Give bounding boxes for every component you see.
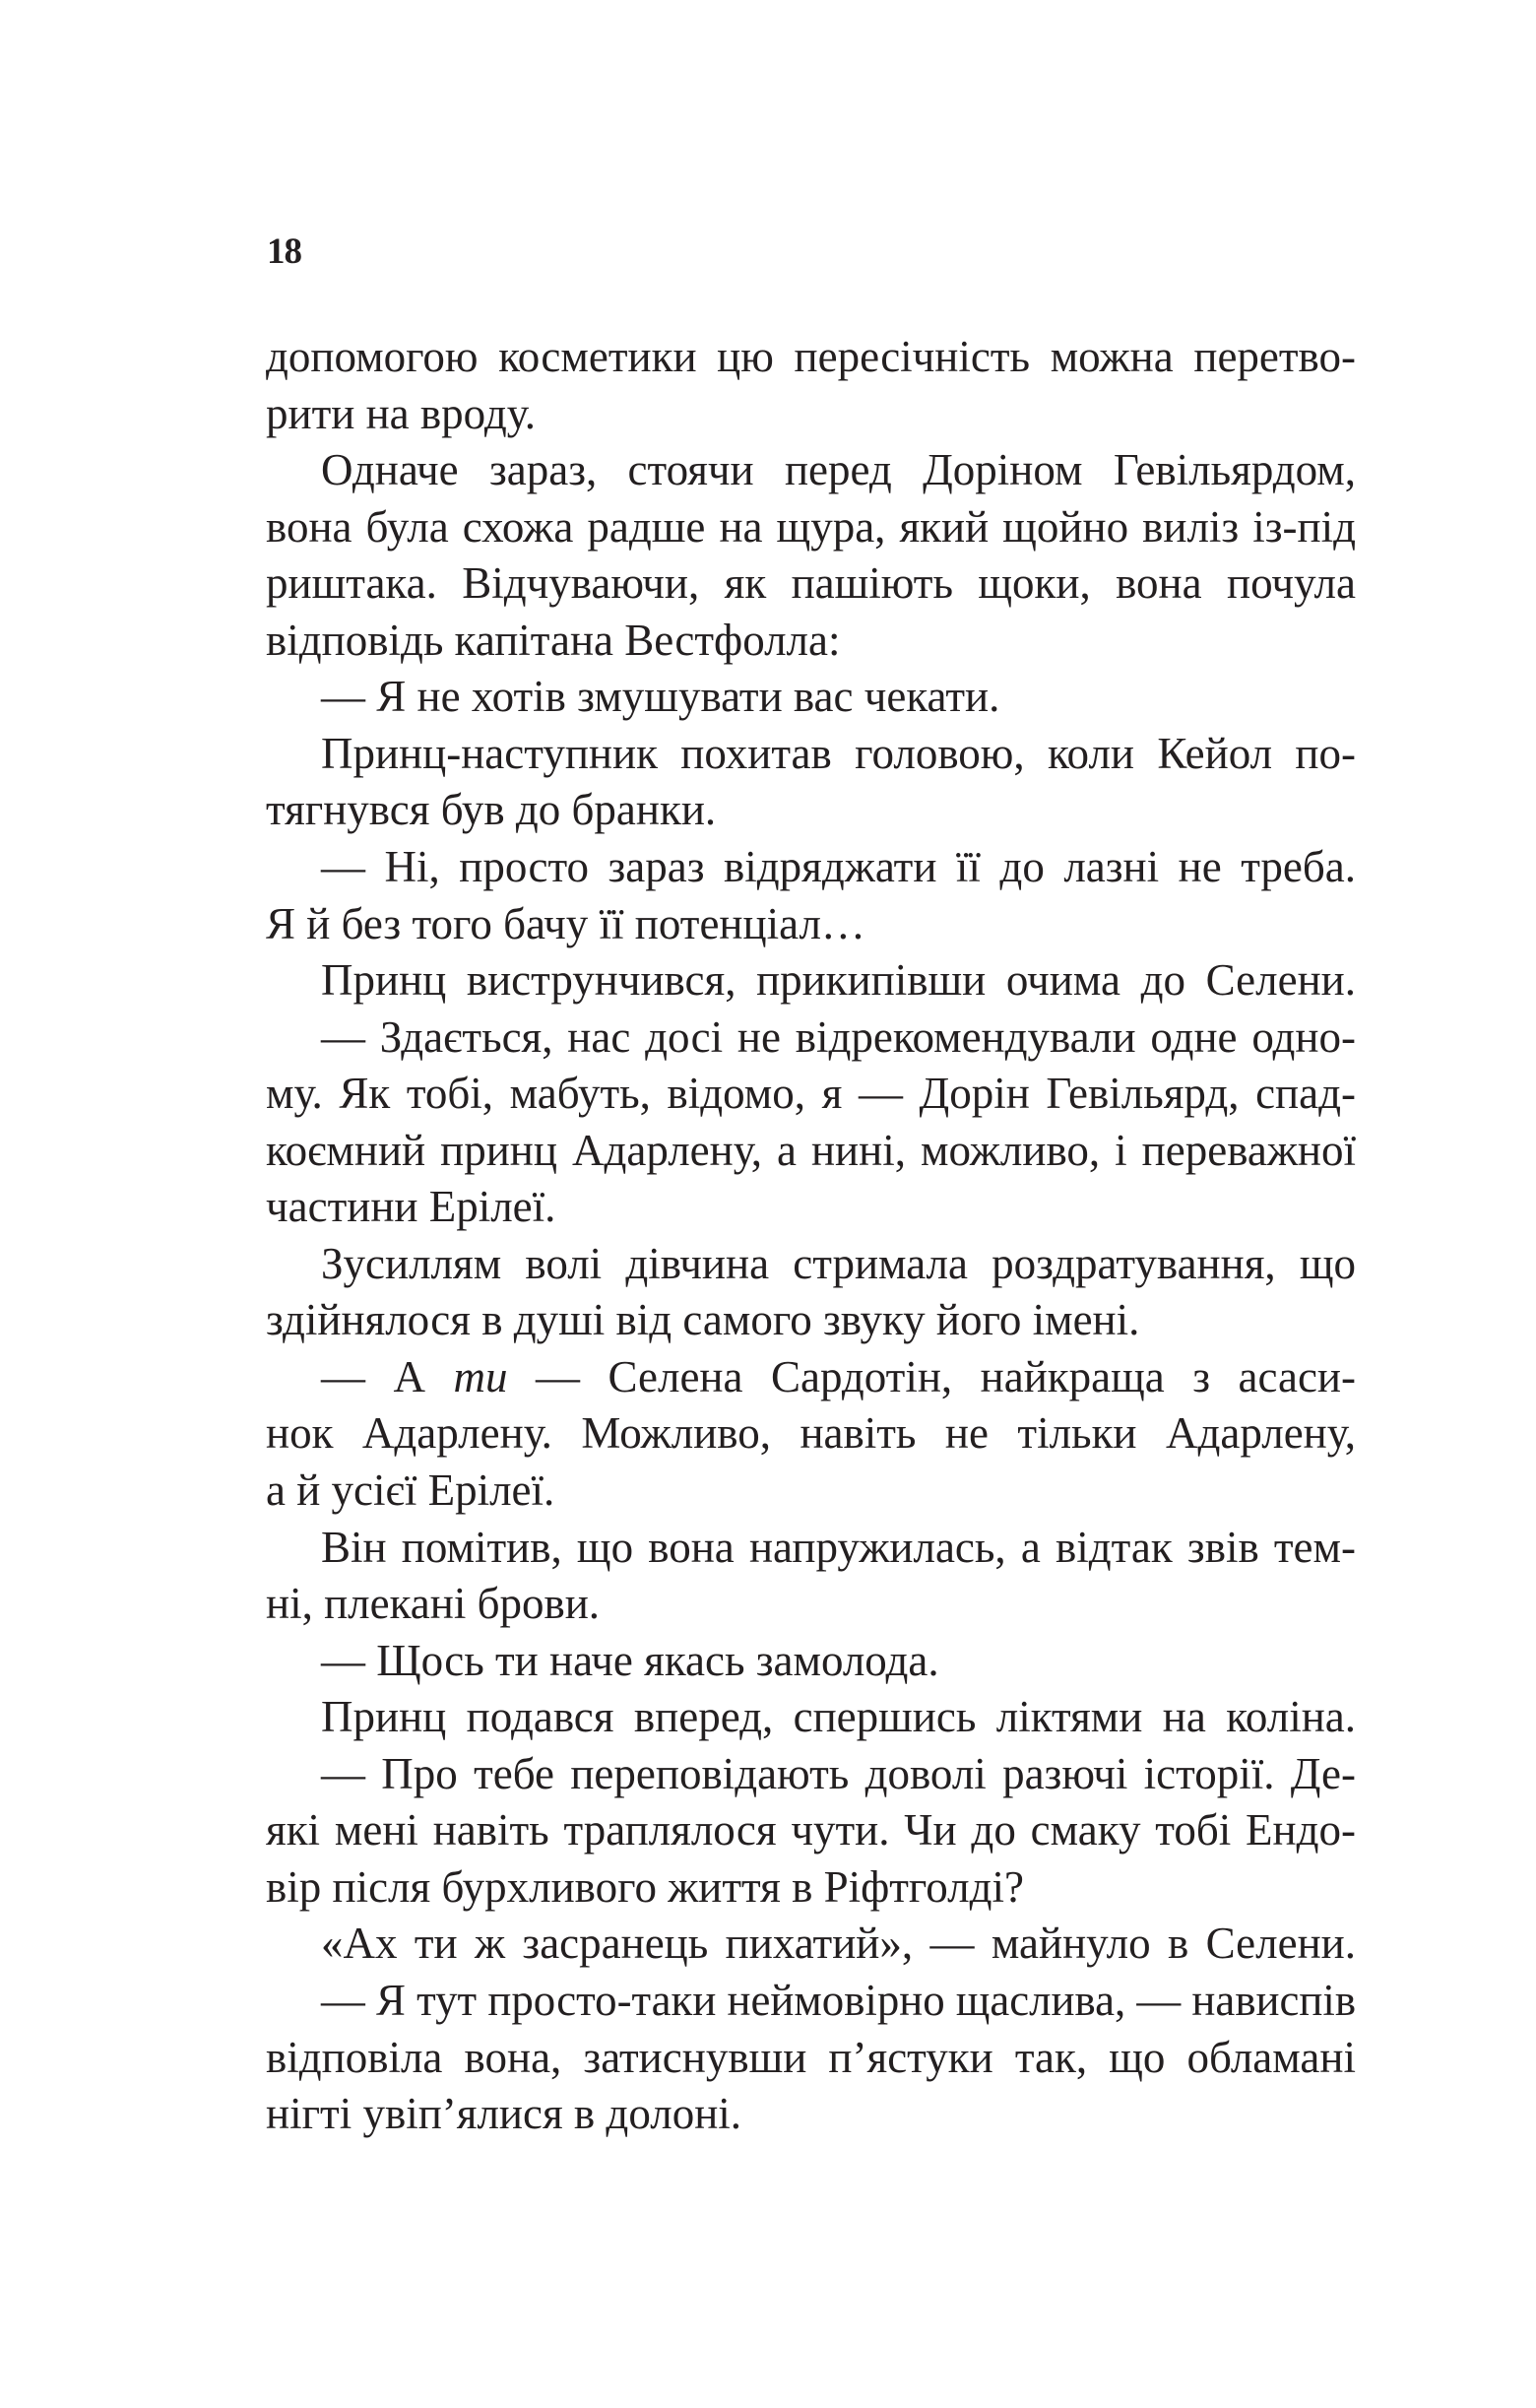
text-segment: які мені навіть траплялося чути. Чи до смаку тобі Ендо- [266,1805,1356,1855]
text-line-content [321,668,999,725]
text-segment: — Я не хотів змушувати вас чекати. [321,672,1000,722]
text-line-content [266,895,865,952]
text-line-content [266,2085,741,2142]
text-segment: вона була схожа радше на щура, який щойно виліз із-під [266,501,1356,552]
text-line-content [321,1009,1356,1066]
text-line-content [266,2029,1356,2086]
text-line [266,1178,1356,1235]
text-segment: — Селена Сардотін, найкраща з асаси- [507,1351,1357,1401]
text-segment: рити на вроду. [266,388,536,438]
page-number: 18 [267,231,301,272]
text-segment: — Ні, просто зараз відряджати її до лазні не треба. [321,841,1356,891]
text-segment: — Щось ти наче якась замолода. [321,1635,939,1685]
text-line [266,1122,1356,1179]
text-line-content [266,1065,1356,1122]
text-line [266,385,1356,442]
text-segment: Принц подався вперед, спершись ліктями на коліна. [321,1692,1356,1742]
text-segment: — Я тут просто-таки неймовірно щаслива, — нависпів [321,1975,1356,2025]
text-line-content [321,838,1356,895]
text-line-content [266,1801,1356,1858]
text-line [321,951,1356,1009]
text-line-content [321,725,1356,782]
text-line [266,1575,1356,1632]
text-line-content [266,1404,1356,1462]
text-segment: Він помітив, що вона напружилась, а відтак звів тем- [321,1522,1356,1572]
text-line [266,612,1356,669]
text-segment: вір після бурхливого життя в Ріфтголді? [266,1861,1024,1912]
text-line [266,2029,1356,2086]
text-segment: відповідь капітана Вестфолла: [266,615,841,665]
text-line [266,554,1356,612]
text-segment: коємний принц Адарлену, а нині, можливо, і переважної [266,1125,1356,1175]
text-line-content [266,1122,1356,1179]
text-line-content [321,1972,1356,2029]
text-segment: «Ах ти ж засранець пихатий», — майнуло в Селени. [321,1919,1356,1969]
text-segment: — Про тебе переповідають доволі разючі історії. Де- [321,1748,1356,1798]
text-line [266,498,1356,555]
text-line [321,838,1356,895]
text-segment: а й усієї Ерілеї. [266,1465,555,1515]
text-line [321,1688,1356,1745]
text-segment: відповіла вона, затиснувши п’ястуки так, що обламані [266,2032,1356,2082]
text-line [266,1858,1356,1916]
text-line-content [266,1575,600,1632]
text-line-content [321,1632,939,1689]
text-segment: Принц виструнчився, прикипівши очима до Селени. [321,955,1356,1006]
text-line-content [321,1745,1356,1802]
text-line-content [321,441,1356,498]
text-line [321,1348,1356,1405]
text-line [321,1915,1356,1972]
text-segment: — Здається, нас досі не відрекомендували одне одно- [321,1011,1356,1062]
text-line [321,1009,1356,1066]
text-line [321,441,1356,498]
text-segment: Я й без того бачу її потенціал… [266,898,865,948]
text-line [266,2085,1356,2142]
text-line-content [321,1688,1356,1745]
text-line [321,1519,1356,1576]
text-segment: тягнувся був до бранки. [266,785,717,835]
text-segment: риштака. Відчуваючи, як пашіють щоки, вона почула [266,558,1356,609]
text-segment: нігті увіп’ялися в долоні. [266,2089,742,2139]
text-line [266,895,1356,952]
text-line [266,1404,1356,1462]
text-line-content [266,498,1356,555]
text-line-content [266,612,840,669]
text-line [266,1291,1356,1348]
text-line [266,328,1356,385]
text-segment: здійнялося в душі від самого звуку його імені. [266,1295,1140,1345]
text-segment: частини Ерілеї. [266,1182,556,1232]
text-line [321,725,1356,782]
text-segment: му. Як тобі, мабуть, відомо, я — Дорін Гевільярд, спад- [266,1069,1356,1119]
text-line [321,1972,1356,2029]
text-segment: Одначе зараз, стоячи перед Доріном Гевільярдом, [321,445,1356,495]
text-line [321,1745,1356,1802]
text-line-content [266,554,1356,612]
text-line [321,668,1356,725]
text-segment: Принц-наступник похитав головою, коли Кейол по- [321,728,1356,778]
text-segment: — А [321,1351,454,1401]
text-line [266,781,1356,838]
text-line [266,1065,1356,1122]
text-segment: Зусиллям волі дівчина стримала роздратування, що [321,1238,1356,1288]
text-segment: ні, плекані брови. [266,1579,601,1629]
text-line [266,1462,1356,1519]
italic-text: ти [453,1351,508,1401]
text-line-content [266,1858,1024,1916]
text-segment: допомогою косметики цю пересічність можна перетво- [266,332,1356,381]
text-line-content [266,1291,1139,1348]
text-line-content [321,1915,1356,1972]
text-line [321,1632,1356,1689]
text-line-content [321,1235,1356,1292]
text-line-content [266,1178,555,1235]
text-line-content [266,385,536,442]
text-segment: нок Адарлену. Можливо, навіть не тільки Адарлену, [266,1408,1356,1459]
text-line [266,1801,1356,1858]
text-line-content [266,1462,554,1519]
text-line-content [321,951,1356,1009]
text-line-content [321,1519,1356,1576]
text-line-content [321,1348,1356,1405]
text-line-content [266,781,716,838]
text-line [321,1235,1356,1292]
text-line-content [266,328,1356,385]
